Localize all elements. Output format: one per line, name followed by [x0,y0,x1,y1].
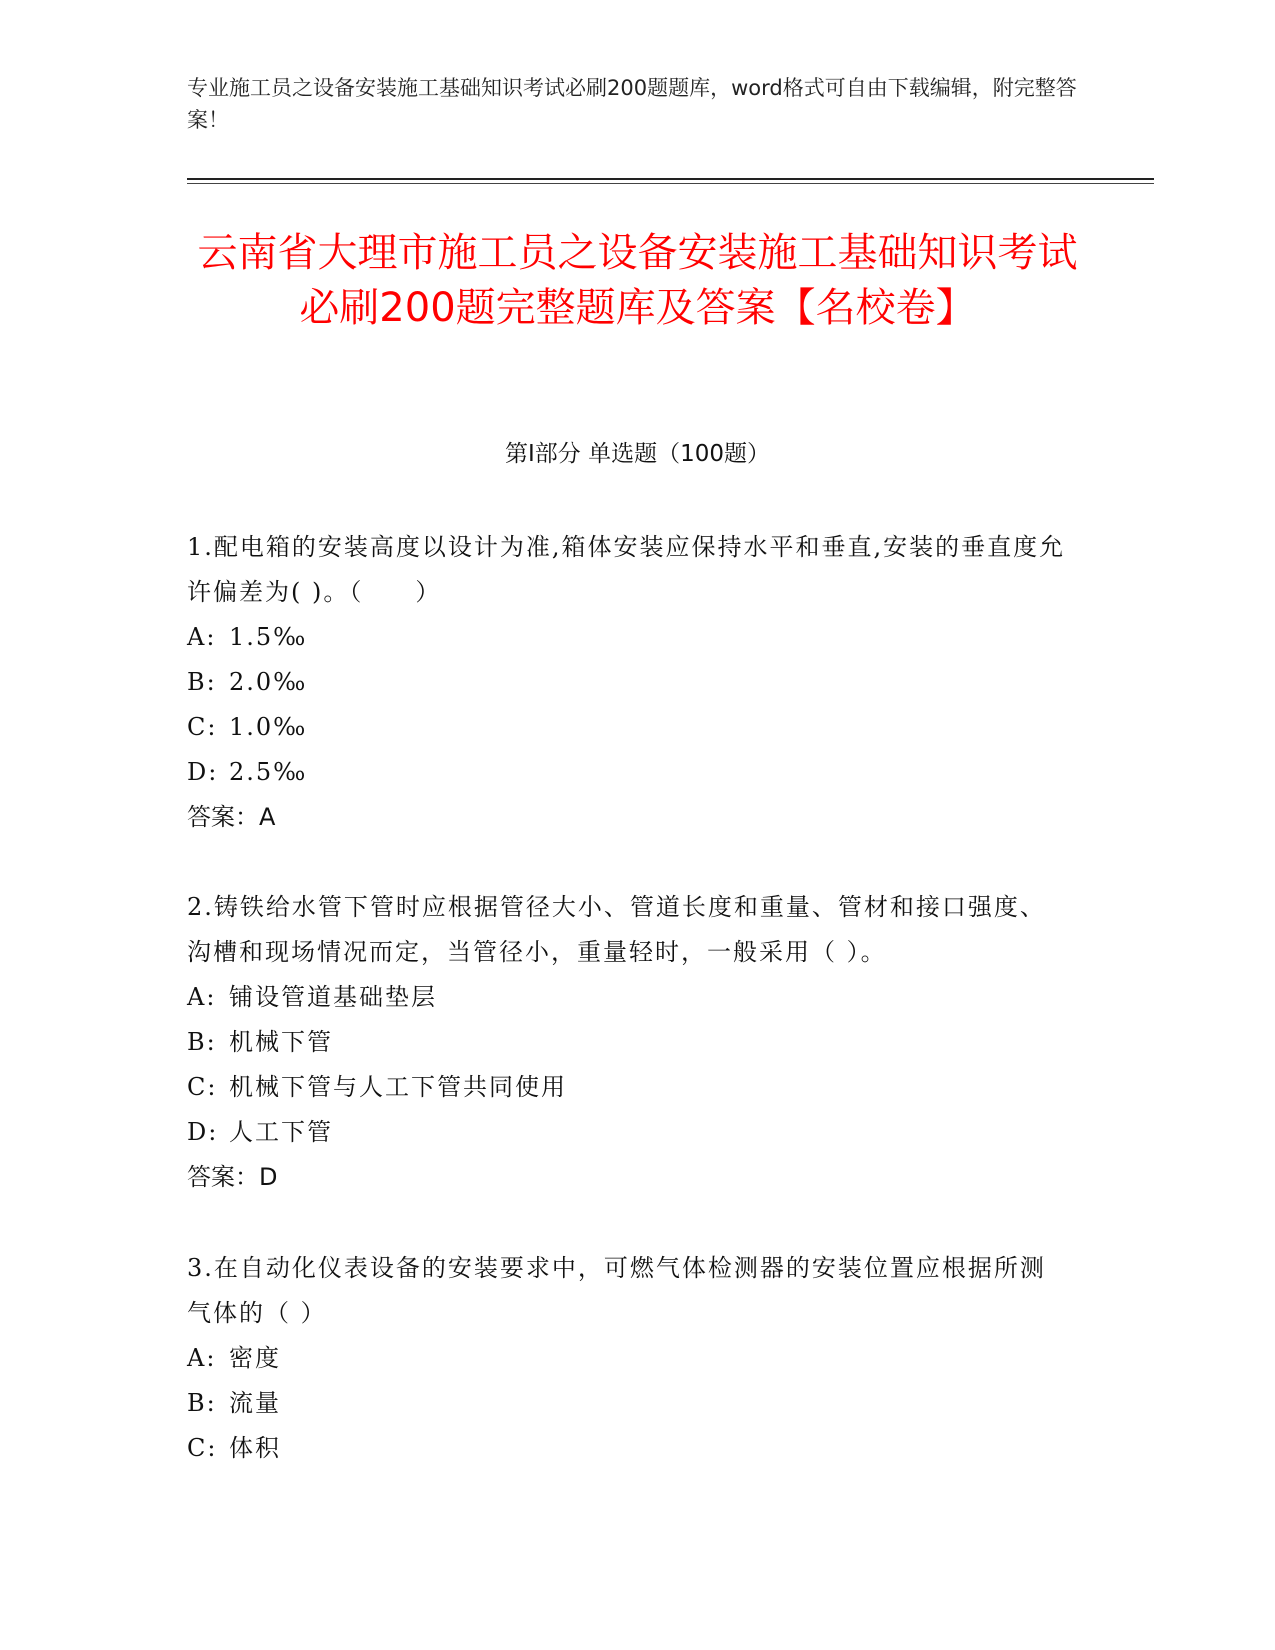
answer: 答案：D [187,1163,278,1191]
option-key: C: [187,1073,218,1101]
option-key: C: [187,713,218,741]
option-b [187,660,1067,705]
option-key: D: [187,1118,219,1146]
question-2 [187,885,1067,1200]
section-title: 第Ⅰ部分 单选题（100题） [505,441,770,467]
option-text: 1.0‰ [229,713,308,741]
option-text: 2.0‰ [229,668,308,696]
question-stem: 3.在自动化仪表设备的安装要求中，可燃气体检测器的安装位置应根据所测气体的（ ） [187,1254,1046,1327]
option-b [187,1020,1067,1065]
option-text: 机械下管与人工下管共同使用 [229,1073,567,1101]
option-key: B: [187,1028,217,1056]
question-1 [187,525,1067,840]
option-text: 2.5‰ [229,758,308,786]
option-key: B: [187,1389,217,1417]
option-c [187,705,1067,750]
header-divider-thin [187,183,1154,184]
option-key: D: [187,758,219,786]
answer: 答案：A [187,803,276,831]
option-text: 机械下管 [229,1028,333,1056]
option-a [187,1336,1067,1381]
option-text: 体积 [229,1434,281,1462]
header-divider-thick [187,178,1154,180]
option-a [187,615,1067,660]
option-key: A: [187,623,217,651]
option-text: 人工下管 [229,1118,333,1146]
option-key: A: [187,1344,217,1372]
question-3 [187,1246,1067,1471]
option-key: C: [187,1434,218,1462]
option-d [187,750,1067,795]
question-stem: 1.配电箱的安装高度以设计为准,箱体安装应保持水平和垂直,安装的垂直度允许偏差为( )。（ ） [187,533,1066,606]
document-title: 云南省大理市施工员之设备安装施工基础知识考试必刷200题完整题库及答案【名校卷】 [197,230,1078,331]
option-key: B: [187,668,217,696]
option-key: A: [187,983,217,1011]
option-text: 铺设管道基础垫层 [229,983,437,1011]
option-text: 流量 [229,1389,281,1417]
option-a [187,975,1067,1020]
header-note: 专业施工员之设备安装施工基础知识考试必刷200题题库，word格式可自由下载编辑，附完整答案！ [187,76,1077,132]
option-d [187,1110,1067,1155]
option-c [187,1426,1067,1471]
option-text: 密度 [229,1344,281,1372]
option-c [187,1065,1067,1110]
option-text: 1.5‰ [229,623,308,651]
option-b [187,1381,1067,1426]
question-stem: 2.铸铁给水管下管时应根据管径大小、管道长度和重量、管材和接口强度、沟槽和现场情况而定，当管径小，重量轻时，一般采用（ ）。 [187,893,1046,966]
